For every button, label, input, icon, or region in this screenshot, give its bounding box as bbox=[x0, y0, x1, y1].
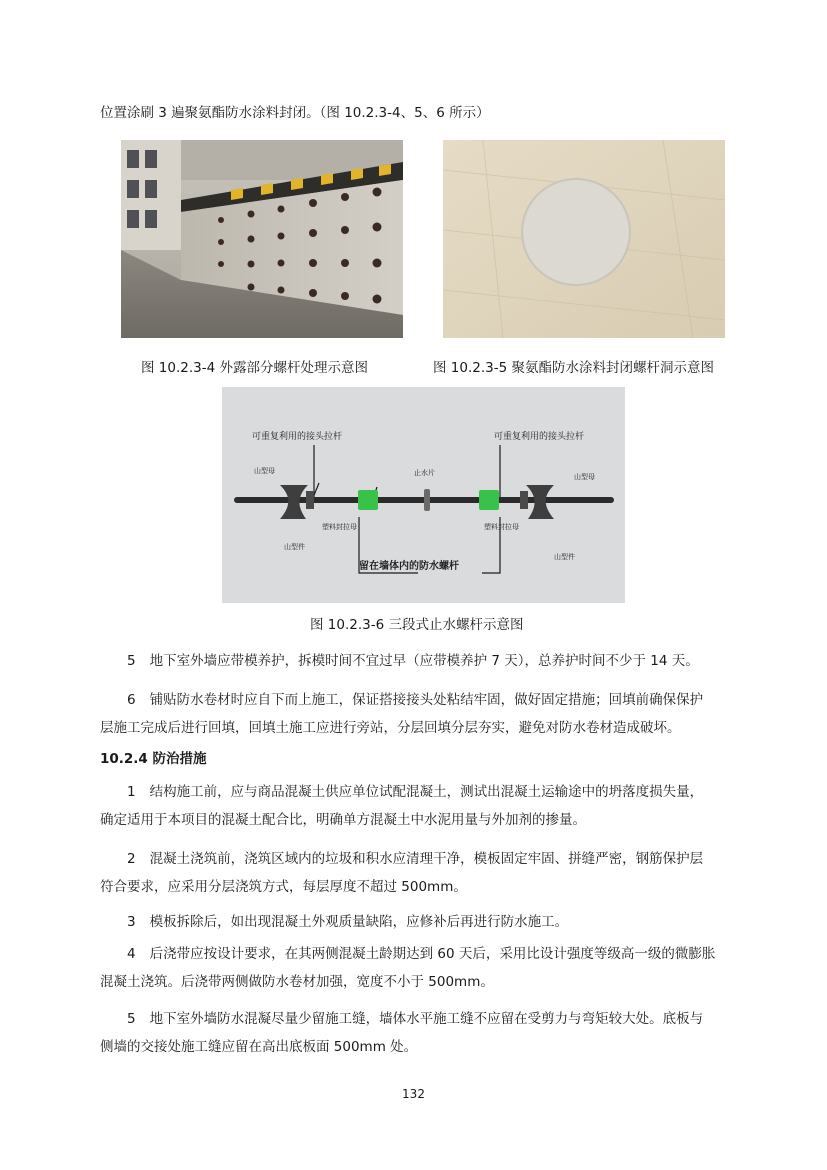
fig5-caption: 图 10.2.3-5 聚氨酯防水涂料封闭螺杆洞示意图 bbox=[433, 360, 714, 376]
paragraph-line bbox=[127, 849, 703, 869]
item-number: 5 bbox=[127, 1011, 136, 1027]
paragraph-line: 符合要求，应采用分层浇筑方式，每层厚度不超过 500mm。 bbox=[100, 879, 467, 895]
item-number: 4 bbox=[127, 946, 136, 962]
photo-sealed-hole bbox=[443, 140, 725, 338]
intro-text: 位置涂刷 3 遍聚氨酯防水涂料封闭。（图 10.2.3-4、5、6 所示） bbox=[100, 105, 490, 121]
paragraph-line bbox=[127, 782, 703, 802]
paragraph-line bbox=[127, 690, 703, 710]
item-number: 3 bbox=[127, 914, 136, 930]
paragraph-line bbox=[127, 912, 568, 932]
paragraph-line: 确定适用于本项目的混凝土配合比，明确单方混凝土中水泥用量与外加剂的掺量。 bbox=[100, 812, 586, 828]
label-right-plastic: 塑料封拉母 bbox=[484, 523, 519, 531]
paragraph-line bbox=[127, 944, 715, 964]
paragraph-line bbox=[127, 1009, 703, 1029]
item-text: 铺贴防水卷材时应自下而上施工，保证搭接接头处粘结牢固，做好固定措施；回填前确保保护 bbox=[149, 692, 704, 708]
item-number: 1 bbox=[127, 784, 136, 800]
label-top-right: 可重复利用的接头拉杆 bbox=[494, 432, 585, 442]
label-left-nut-top: 山型母 bbox=[254, 467, 275, 475]
item-text: 地下室外墙防水混凝尽量少留施工缝，墙体水平施工缝不应留在受剪力与弯矩较大处。底板与 bbox=[149, 1011, 704, 1027]
waterstop-bolt-diagram bbox=[222, 387, 625, 603]
photo-exposed-bolts bbox=[121, 140, 403, 338]
paragraph-line: 侧墙的交接处施工缝应留在高出底板面 500mm 处。 bbox=[100, 1039, 418, 1055]
label-top-left: 可重复利用的接头拉杆 bbox=[252, 432, 343, 442]
label-right-nut-top: 山型母 bbox=[574, 473, 595, 481]
item-text: 地下室外墙应带模养护，拆模时间不宜过早（应带模养护 7 天），总养护时间不少于 14 天。 bbox=[149, 653, 699, 669]
item-text: 混凝土浇筑前，浇筑区域内的垃圾和积水应清理干净，模板固定牢固、拼缝严密，钢筋保护层 bbox=[149, 851, 704, 867]
item-number: 2 bbox=[127, 851, 136, 867]
item-number: 6 bbox=[127, 692, 136, 708]
paragraph-line: 混凝土浇筑。后浇带两侧做防水卷材加强，宽度不小于 500mm。 bbox=[100, 974, 494, 990]
label-left-nut-bottom: 山型件 bbox=[284, 543, 305, 551]
section-heading: 10.2.4 防治措施 bbox=[100, 751, 207, 767]
item-number: 5 bbox=[127, 653, 136, 669]
label-right-nut-bottom: 山型件 bbox=[554, 553, 575, 561]
fig4-caption: 图 10.2.3-4 外露部分螺杆处理示意图 bbox=[141, 360, 368, 376]
paragraph-line: 层施工完成后进行回填，回填土施工应进行旁站，分层回填分层夯实，避免对防水卷材造成破坏。 bbox=[100, 720, 681, 736]
paragraph-line bbox=[127, 651, 699, 671]
label-bottom-center: 留在墙体内的防水螺杆 bbox=[359, 561, 459, 572]
item-text: 后浇带应按设计要求，在其两侧混凝土龄期达到 60 天后，采用比设计强度等级高一级的微膨胀 bbox=[149, 946, 716, 962]
fig6-caption: 图 10.2.3-6 三段式止水螺杆示意图 bbox=[310, 617, 524, 633]
page-number: 132 bbox=[402, 1087, 425, 1101]
label-waterstop: 止水片 bbox=[414, 469, 435, 477]
label-left-plastic: 塑料封拉母 bbox=[322, 523, 357, 531]
item-text: 模板拆除后，如出现混凝土外观质量缺陷，应修补后再进行防水施工。 bbox=[149, 914, 569, 930]
item-text: 结构施工前，应与商品混凝土供应单位试配混凝土，测试出混凝土运输途中的坍落度损失量， bbox=[149, 784, 704, 800]
